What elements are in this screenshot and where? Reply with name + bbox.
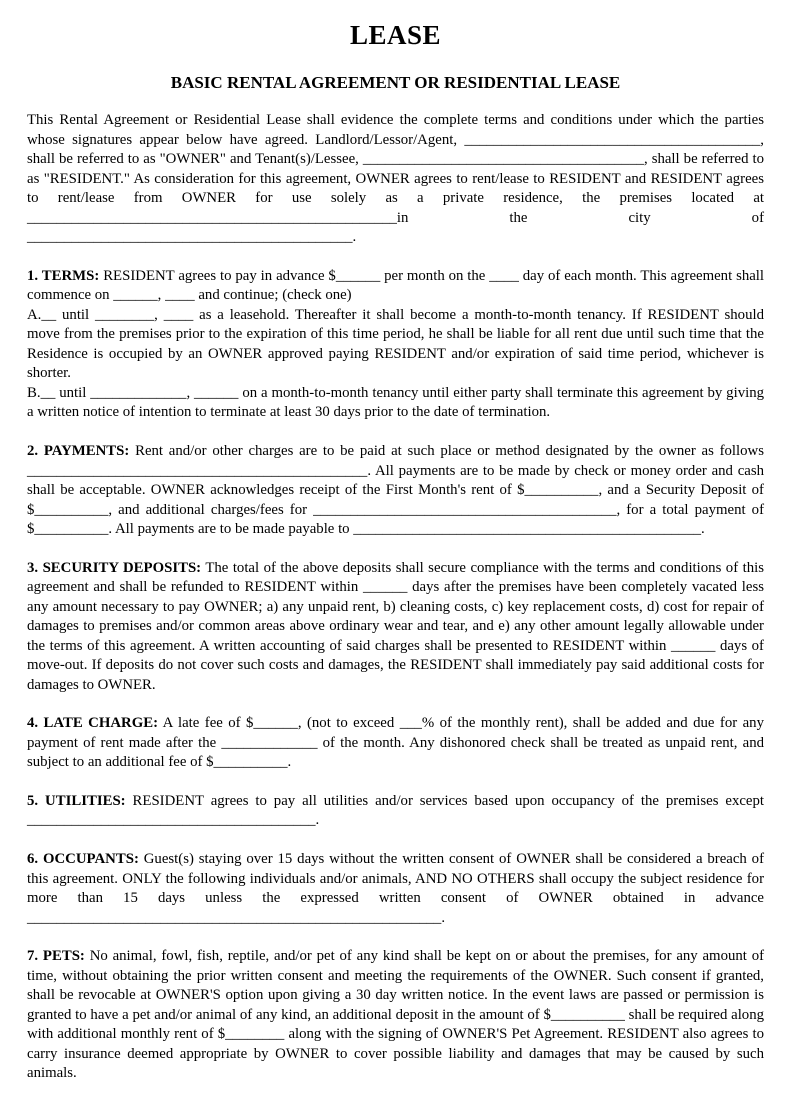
section-terms-text: RESIDENT agrees to pay in advance $______ per month on the ____ day of each month. This agreement shall commence on ______, ____ and continue; (check one) <box>27 267 765 304</box>
section-payments-label: 2. PAYMENTS: <box>27 442 130 459</box>
document-title: LEASE <box>349 20 442 50</box>
section-pets <box>27 947 764 1084</box>
section-security-deposits-paragraph <box>27 559 764 696</box>
section-late-charge-label: 4. LATE CHARGE: <box>27 715 159 732</box>
section-late-charge-text: A late fee of $______, (not to exceed ___% of the monthly rent), shall be added and due for any payment of rent made after the _____________ of the month. Any dishonored check shall be treated as unpaid rent, and subject to an additional fee of $__________. <box>27 715 764 771</box>
intro-paragraph: This Rental Agreement or Residential Lease shall evidence the complete terms and conditions under which the parties whose signatures appear below have agreed. Landlord/Lessor/Agent, ________________________________________, shall be referred to as "OWNER" and Tenant(s)/Lessee, ______________________________________, shall be referred to as "RESIDENT." As consideration for this agreement, OWNER agrees to rent/lease to RESIDENT and RESIDENT agrees to rent/lease from OWNER for use solely as a private residence, the premises located at __________________________________________________in the city of ____________________________________________. <box>27 112 764 246</box>
section-security-deposits <box>27 559 764 696</box>
section-utilities-paragraph <box>27 792 764 831</box>
section-pets-paragraph <box>27 947 764 1084</box>
section-pets-label: 7. PETS: <box>27 948 85 965</box>
section-pets-text: No animal, fowl, fish, reptile, and/or pet of any kind shall be kept on or about the premises, for any amount of time, without obtaining the prior written consent and meeting the requirements of the OWNER. Such consent if granted, shall be revocable at OWNER'S option upon giving a 30 day written notice. In the event laws are passed or permission is granted to have a pet and/or animal of any kind, an additional deposit in the amount of $__________ shall be required along with additional monthly rent of $________ along with the signing of OWNER'S Pet Agreement. RESIDENT also agrees to carry insurance deemed appropriate by OWNER to cover possible liability and damages that may be caused by such animals. <box>27 948 765 1082</box>
section-terms-clause-b: B.__ until _____________, ______ on a month-to-month tenancy until either party shall terminate this agreement by giving a written notice of intention to terminate at least 30 days prior to the date of termination. <box>27 384 764 421</box>
section-terms-paragraph <box>27 267 764 306</box>
section-security-deposits-text: The total of the above deposits shall secure compliance with the terms and conditions of this agreement and shall be refunded to RESIDENT within ______ days after the premises have been completely vacated less any amount necessary to pay OWNER; a) any unpaid rent, b) cleaning costs, c) key replacement costs, d) cost for repair of damages to premises and/or common areas above ordinary wear and tear, and e) any other amount legally allowable under the terms of this agreement. A written accounting of said charges shall be presented to RESIDENT within ______ days of move-out. If deposits do not cover such costs and damages, the RESIDENT shall immediately pay said additional costs for damages to OWNER. <box>27 559 764 693</box>
section-occupants-paragraph <box>27 850 764 928</box>
section-late-charge <box>27 714 764 773</box>
document-subtitle: BASIC RENTAL AGREEMENT OR RESIDENTIAL LEASE <box>170 73 621 92</box>
section-occupants <box>27 850 764 928</box>
section-payments <box>27 442 764 540</box>
section-occupants-label: 6. OCCUPANTS: <box>27 851 139 867</box>
section-terms-label: 1. TERMS: <box>27 267 100 284</box>
section-security-deposits-label: 3. SECURITY DEPOSITS: <box>27 559 202 576</box>
section-late-charge-paragraph <box>27 714 764 773</box>
section-utilities <box>27 792 764 831</box>
section-occupants-text: Guest(s) staying over 15 days without the written consent of OWNER shall be considered a breach of this agreement. ONLY the following individuals and/or animals, AND NO OTHERS shall occupy the subject residence for more than 15 days unless the expressed written consent of OWNER obtained in advance ________________________________________________________. <box>27 851 764 926</box>
section-utilities-label: 5. UTILITIES: <box>27 792 126 809</box>
section-terms-clause-a: A.__ until ________, ____ as a leasehold. Thereafter it shall become a month-to-month tenancy. If RESIDENT should move from the premises prior to the expiration of this time period, he shall be liable for all rent due until such time that the Residence is occupied by an OWNER approved paying RESIDENT and/or expiration of said time period, whichever is shorter. <box>27 306 764 382</box>
section-terms <box>27 267 764 423</box>
section-utilities-text: RESIDENT agrees to pay all utilities and/or services based upon occupancy of the premises except _______________________________________. <box>27 792 764 829</box>
section-payments-text: Rent and/or other charges are to be paid at such place or method designated by the owner as follows ______________________________________________. All payments are to be made by check or money order and cash shall be acceptable. OWNER acknowledges receipt of the First Month's rent of $__________, and a Security Deposit of $__________, and additional charges/fees for _________________________________________, for a total payment of $__________. All payments are to be made payable to _______________________________________________. <box>27 442 764 538</box>
section-payments-paragraph <box>27 442 764 540</box>
